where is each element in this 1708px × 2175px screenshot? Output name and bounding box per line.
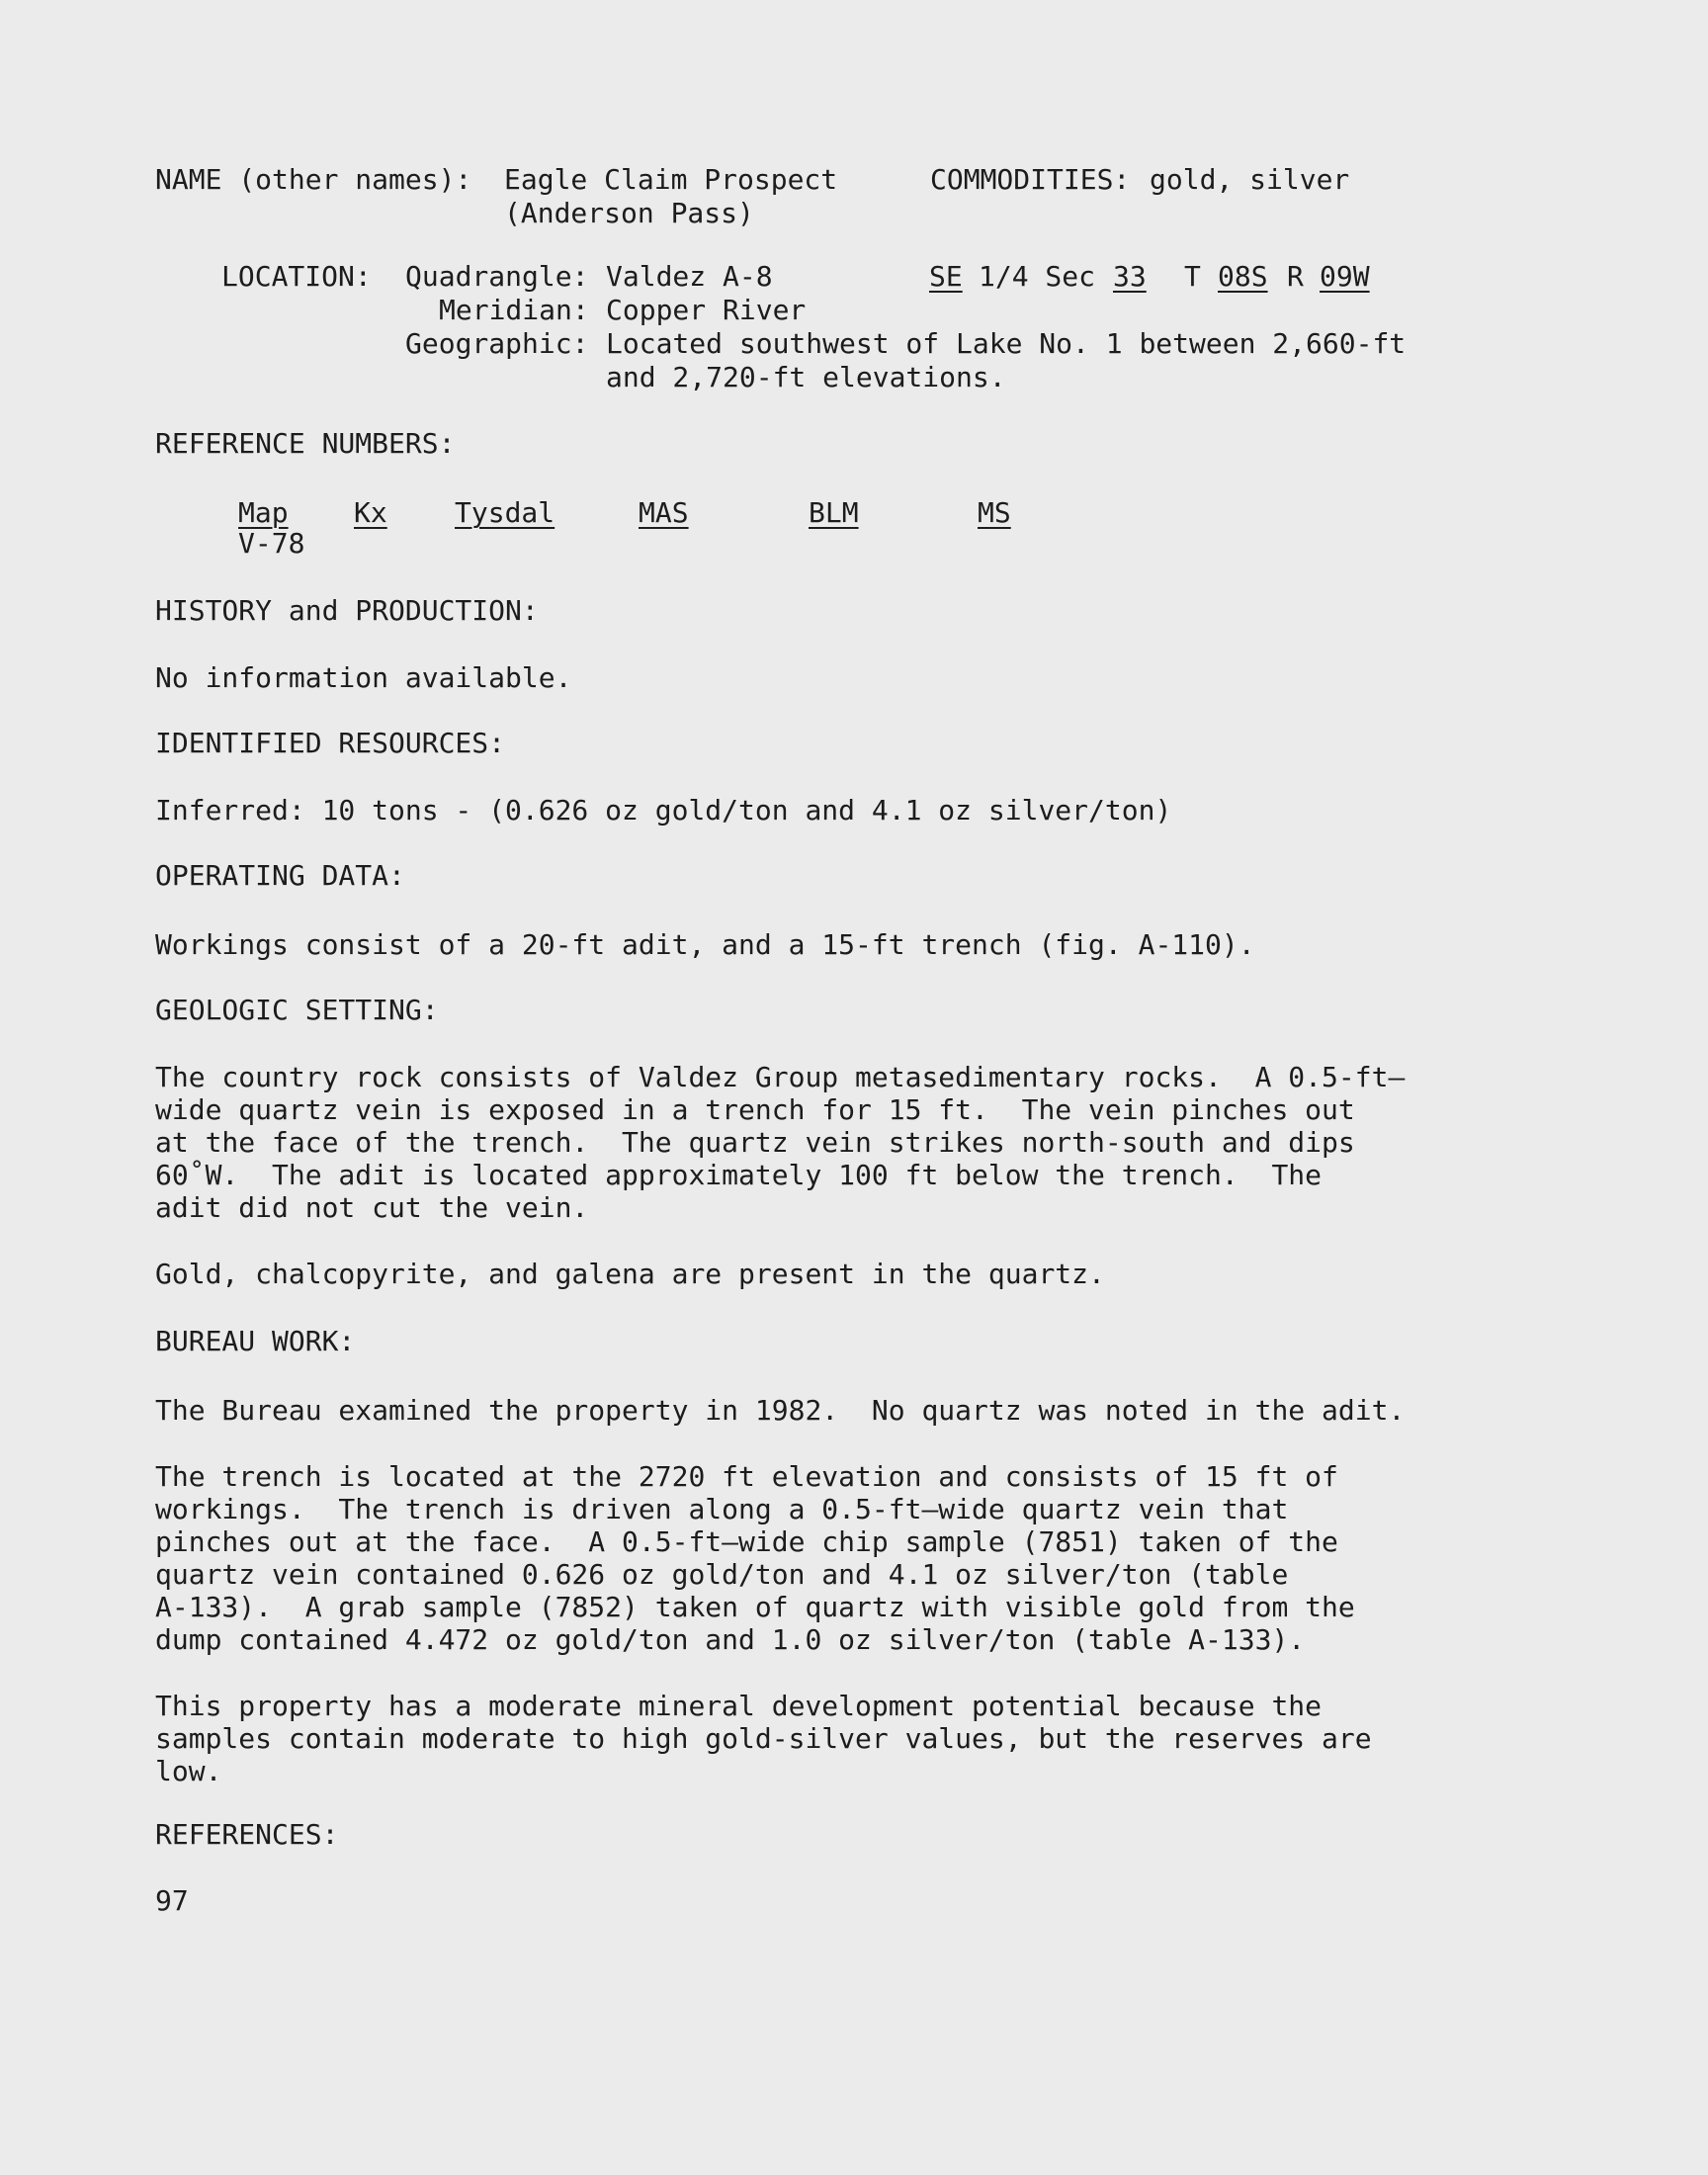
geologic-para1-line: 60˚W. The adit is located approximately 100 ft below the trench. The xyxy=(155,1159,1323,1191)
bureau-para2-line: workings. The trench is driven along a 0.5-ft—wide quartz vein that xyxy=(155,1493,1289,1525)
resources-text: Inferred: 10 tons - (0.626 oz gold/ton and 4.1 oz silver/ton) xyxy=(155,794,1172,826)
commodities-value: gold, silver xyxy=(1150,163,1350,196)
reference-numbers-heading: REFERENCE NUMBERS: xyxy=(155,427,456,460)
bureau-para2-line: The trench is located at the 2720 ft elevation and consists of 15 ft of xyxy=(155,1460,1338,1493)
township-label: T xyxy=(1184,260,1201,293)
bureau-para3-line: This property has a moderate mineral development potential because the xyxy=(155,1690,1323,1722)
geologic-para1-line: wide quartz vein is exposed in a trench for 15 ft. The vein pinches out xyxy=(155,1093,1355,1126)
ref-col-blm: BLM xyxy=(809,496,859,529)
geologic-para2: Gold, chalcopyrite, and galena are present in the quartz. xyxy=(155,1258,1105,1290)
geologic-para1-line: The country rock consists of Valdez Group metasedimentary rocks. A 0.5-ft— xyxy=(155,1061,1406,1093)
meridian-value: Copper River xyxy=(606,294,807,326)
name-value: Eagle Claim Prospect xyxy=(504,163,838,196)
range-label: R xyxy=(1287,260,1304,293)
other-names: (Anderson Pass) xyxy=(504,197,754,229)
history-heading: HISTORY and PRODUCTION: xyxy=(155,594,539,627)
ref-col-ms: MS xyxy=(978,496,1011,529)
range-value: 09W xyxy=(1320,260,1370,293)
page-number: 97 xyxy=(155,1884,189,1917)
history-text: No information available. xyxy=(155,661,572,694)
geographic-label: Geographic: xyxy=(405,327,589,360)
geographic-line-2: and 2,720-ft elevations. xyxy=(606,361,1006,393)
name-label: NAME (other names): xyxy=(155,163,472,196)
ref-col-tysdal: Tysdal xyxy=(455,496,555,529)
geologic-heading: GEOLOGIC SETTING: xyxy=(155,994,439,1026)
quadrangle-value: Valdez A-8 xyxy=(606,260,773,293)
bureau-para2-line: A-133). A grab sample (7852) taken of quartz with visible gold from the xyxy=(155,1591,1355,1623)
geologic-para1-line: adit did not cut the vein. xyxy=(155,1191,589,1224)
bureau-para3-line: samples contain moderate to high gold-silver values, but the reserves are xyxy=(155,1722,1372,1755)
operating-heading: OPERATING DATA: xyxy=(155,859,405,892)
bureau-para3-line: low. xyxy=(155,1755,222,1787)
operating-text: Workings consist of a 20-ft adit, and a 15-ft trench (fig. A-110). xyxy=(155,928,1255,961)
ref-col-mas: MAS xyxy=(639,496,689,529)
quadrangle-label: Quadrangle: xyxy=(405,260,589,293)
bureau-para2-line: quartz vein contained 0.626 oz gold/ton and 4.1 oz silver/ton (table xyxy=(155,1558,1289,1591)
bureau-para2-line: dump contained 4.472 oz gold/ton and 1.0 oz silver/ton (table A-133). xyxy=(155,1623,1306,1656)
quarter-suffix: 1/4 Sec xyxy=(979,260,1096,293)
section-value: 33 xyxy=(1113,260,1147,293)
bureau-para1: The Bureau examined the property in 1982. No quartz was noted in the adit. xyxy=(155,1394,1406,1427)
commodities-label: COMMODITIES: xyxy=(930,163,1131,196)
bureau-para2-line: pinches out at the face. A 0.5-ft—wide chip sample (7851) taken of the xyxy=(155,1525,1338,1558)
resources-heading: IDENTIFIED RESOURCES: xyxy=(155,727,506,759)
location-label: LOCATION: xyxy=(221,260,372,293)
bureau-heading: BUREAU WORK: xyxy=(155,1325,356,1357)
geologic-para1-line: at the face of the trench. The quartz vein strikes north-south and dips xyxy=(155,1126,1355,1159)
meridian-label: Meridian: xyxy=(439,294,589,326)
quarter-value: SE xyxy=(929,260,963,293)
ref-map-value: V-78 xyxy=(238,527,305,560)
geographic-line-1: Located southwest of Lake No. 1 between 2,660-ft xyxy=(606,327,1407,360)
ref-col-kx: Kx xyxy=(354,496,387,529)
ref-col-map: Map xyxy=(238,496,289,529)
references-heading: REFERENCES: xyxy=(155,1818,339,1851)
township-value: 08S xyxy=(1218,260,1268,293)
